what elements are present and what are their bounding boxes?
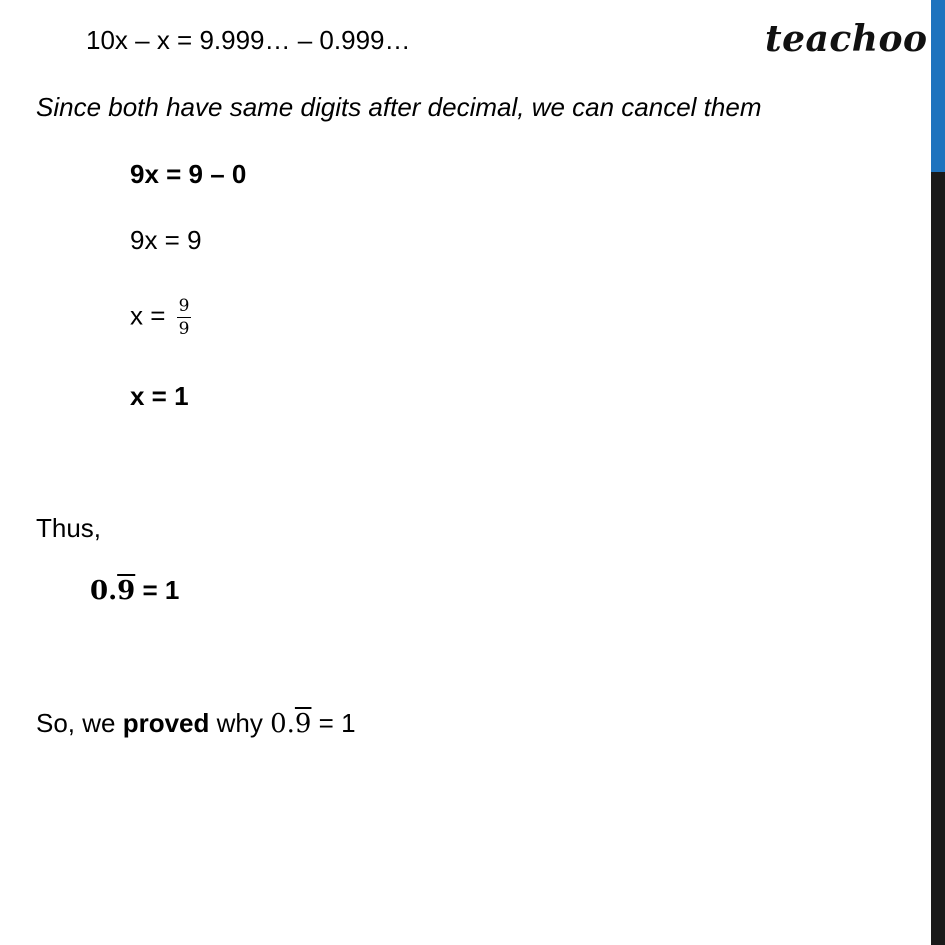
conclusion-recurring-digit: 9 xyxy=(294,709,312,739)
result-rhs: = 1 xyxy=(135,575,180,605)
sidebar-accent xyxy=(931,0,945,172)
conclusion-mid: why xyxy=(209,708,271,738)
teachoo-logo: teachoo xyxy=(765,18,928,60)
conclusion xyxy=(36,707,356,740)
cancel-note: Since both have same digits after decimal, we can cancel them xyxy=(36,92,762,122)
result-recurring-int: 0. xyxy=(90,576,118,606)
result-recurring-digit: 9 xyxy=(117,576,136,606)
fraction-denominator: 9 xyxy=(178,319,190,339)
step-9x-equals-9-minus-0: 9x = 9 – 0 xyxy=(130,159,247,189)
thus-label: Thus, xyxy=(36,513,102,543)
fraction-numerator: 9 xyxy=(178,296,190,316)
step-x-fraction xyxy=(130,295,191,340)
conclusion-proved: proved xyxy=(122,708,210,738)
equation-subtraction: 10x – x = 9.999… – 0.999… xyxy=(86,25,411,55)
fraction xyxy=(177,295,192,340)
step-x-equals-1: x = 1 xyxy=(130,381,189,411)
result-statement xyxy=(90,574,179,607)
conclusion-pre: So, we xyxy=(36,708,123,738)
conclusion-recurring-int: 0. xyxy=(270,709,295,739)
step-9x-equals-9: 9x = 9 xyxy=(130,225,202,255)
step-x-lhs: x = xyxy=(130,300,173,331)
conclusion-rhs: = 1 xyxy=(311,708,356,738)
